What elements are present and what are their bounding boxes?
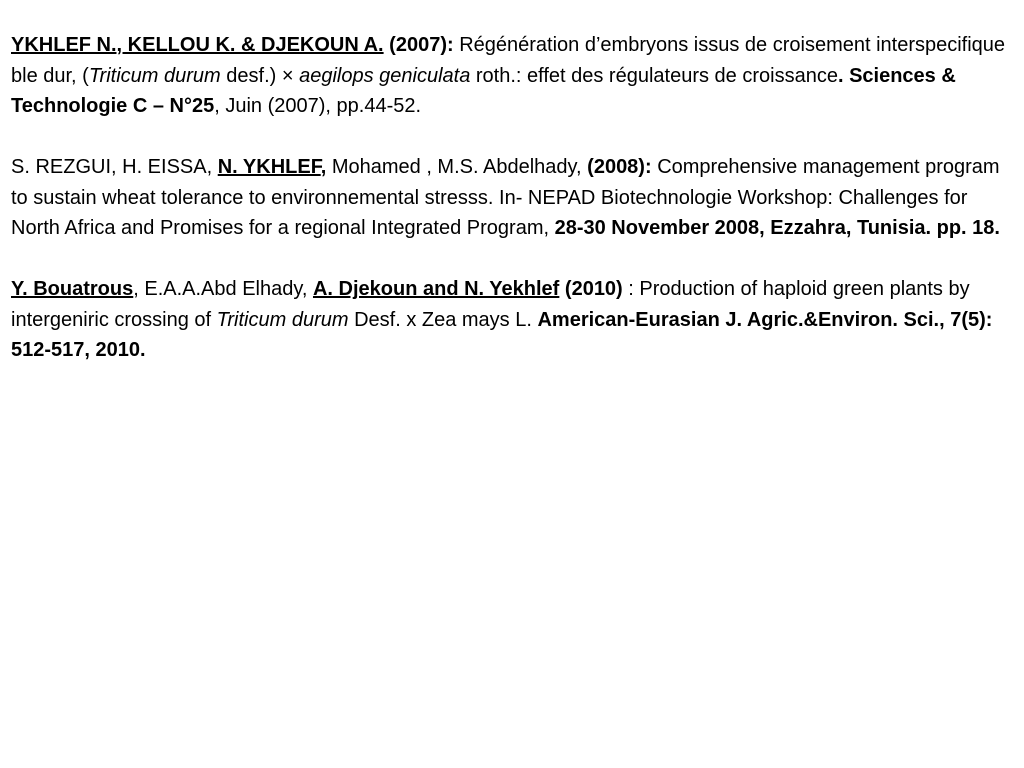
reference-species-name: Triticum durum (216, 308, 349, 331)
reference-entry (11, 30, 1011, 122)
reference-author-highlight: A. Djekoun and N. Yekhlef (312, 278, 560, 300)
reference-year: (2008): (587, 156, 652, 178)
reference-authors: YKHLEF N., KELLOU K. & DJEKOUN A. (11, 34, 384, 56)
reference-year: (2007): (389, 34, 454, 56)
reference-authors: S. REZGUI, H. EISSA, (11, 156, 218, 178)
reference-title: Régénération d’embryons issus de croisement interspecifique ble dur, ( (11, 34, 1006, 87)
reference-text: , (320, 156, 327, 178)
reference-year: (2010) (564, 278, 623, 300)
reference-title: Comprehensive management program to sustain wheat tolerance to environnemental stresss. In- NEPAD Biotechnologie Workshop: Challenges for North Africa and Promises for a regional Integrated Program, (11, 156, 1000, 239)
reference-title: : Production of haploid green plants by intergeniric crossing of (11, 278, 970, 331)
reference-species-name: aegilops geniculata (299, 64, 471, 87)
reference-text: Desf. x Zea mays L. (348, 308, 538, 331)
reference-authors: Mohamed , M.S. Abdelhady, (326, 156, 588, 178)
reference-text: roth.: effet des régulateurs de croissance (470, 64, 838, 87)
reference-author-highlight: Y. Bouatrous (11, 278, 134, 300)
reference-entry (11, 152, 1011, 244)
reference-species-name: Triticum durum (88, 64, 221, 87)
reference-author-highlight: N. YKHLEF (217, 156, 321, 178)
reference-text: desf.) × (220, 64, 300, 87)
references-slide (11, 30, 1011, 396)
reference-entry (11, 274, 1011, 366)
reference-event: 28-30 November 2008, Ezzahra, Tunisia. pp. 18. (554, 217, 1000, 239)
reference-authors: , E.A.A.Abd Elhady, (133, 278, 313, 300)
reference-journal: . Sciences & Technologie C – N°25 (11, 64, 956, 117)
reference-journal: American-Eurasian J. Agric.&Environ. Sci., 7(5): 512-517, 2010. (11, 308, 993, 361)
reference-pages: , Juin (2007), pp.44-52. (214, 95, 422, 117)
